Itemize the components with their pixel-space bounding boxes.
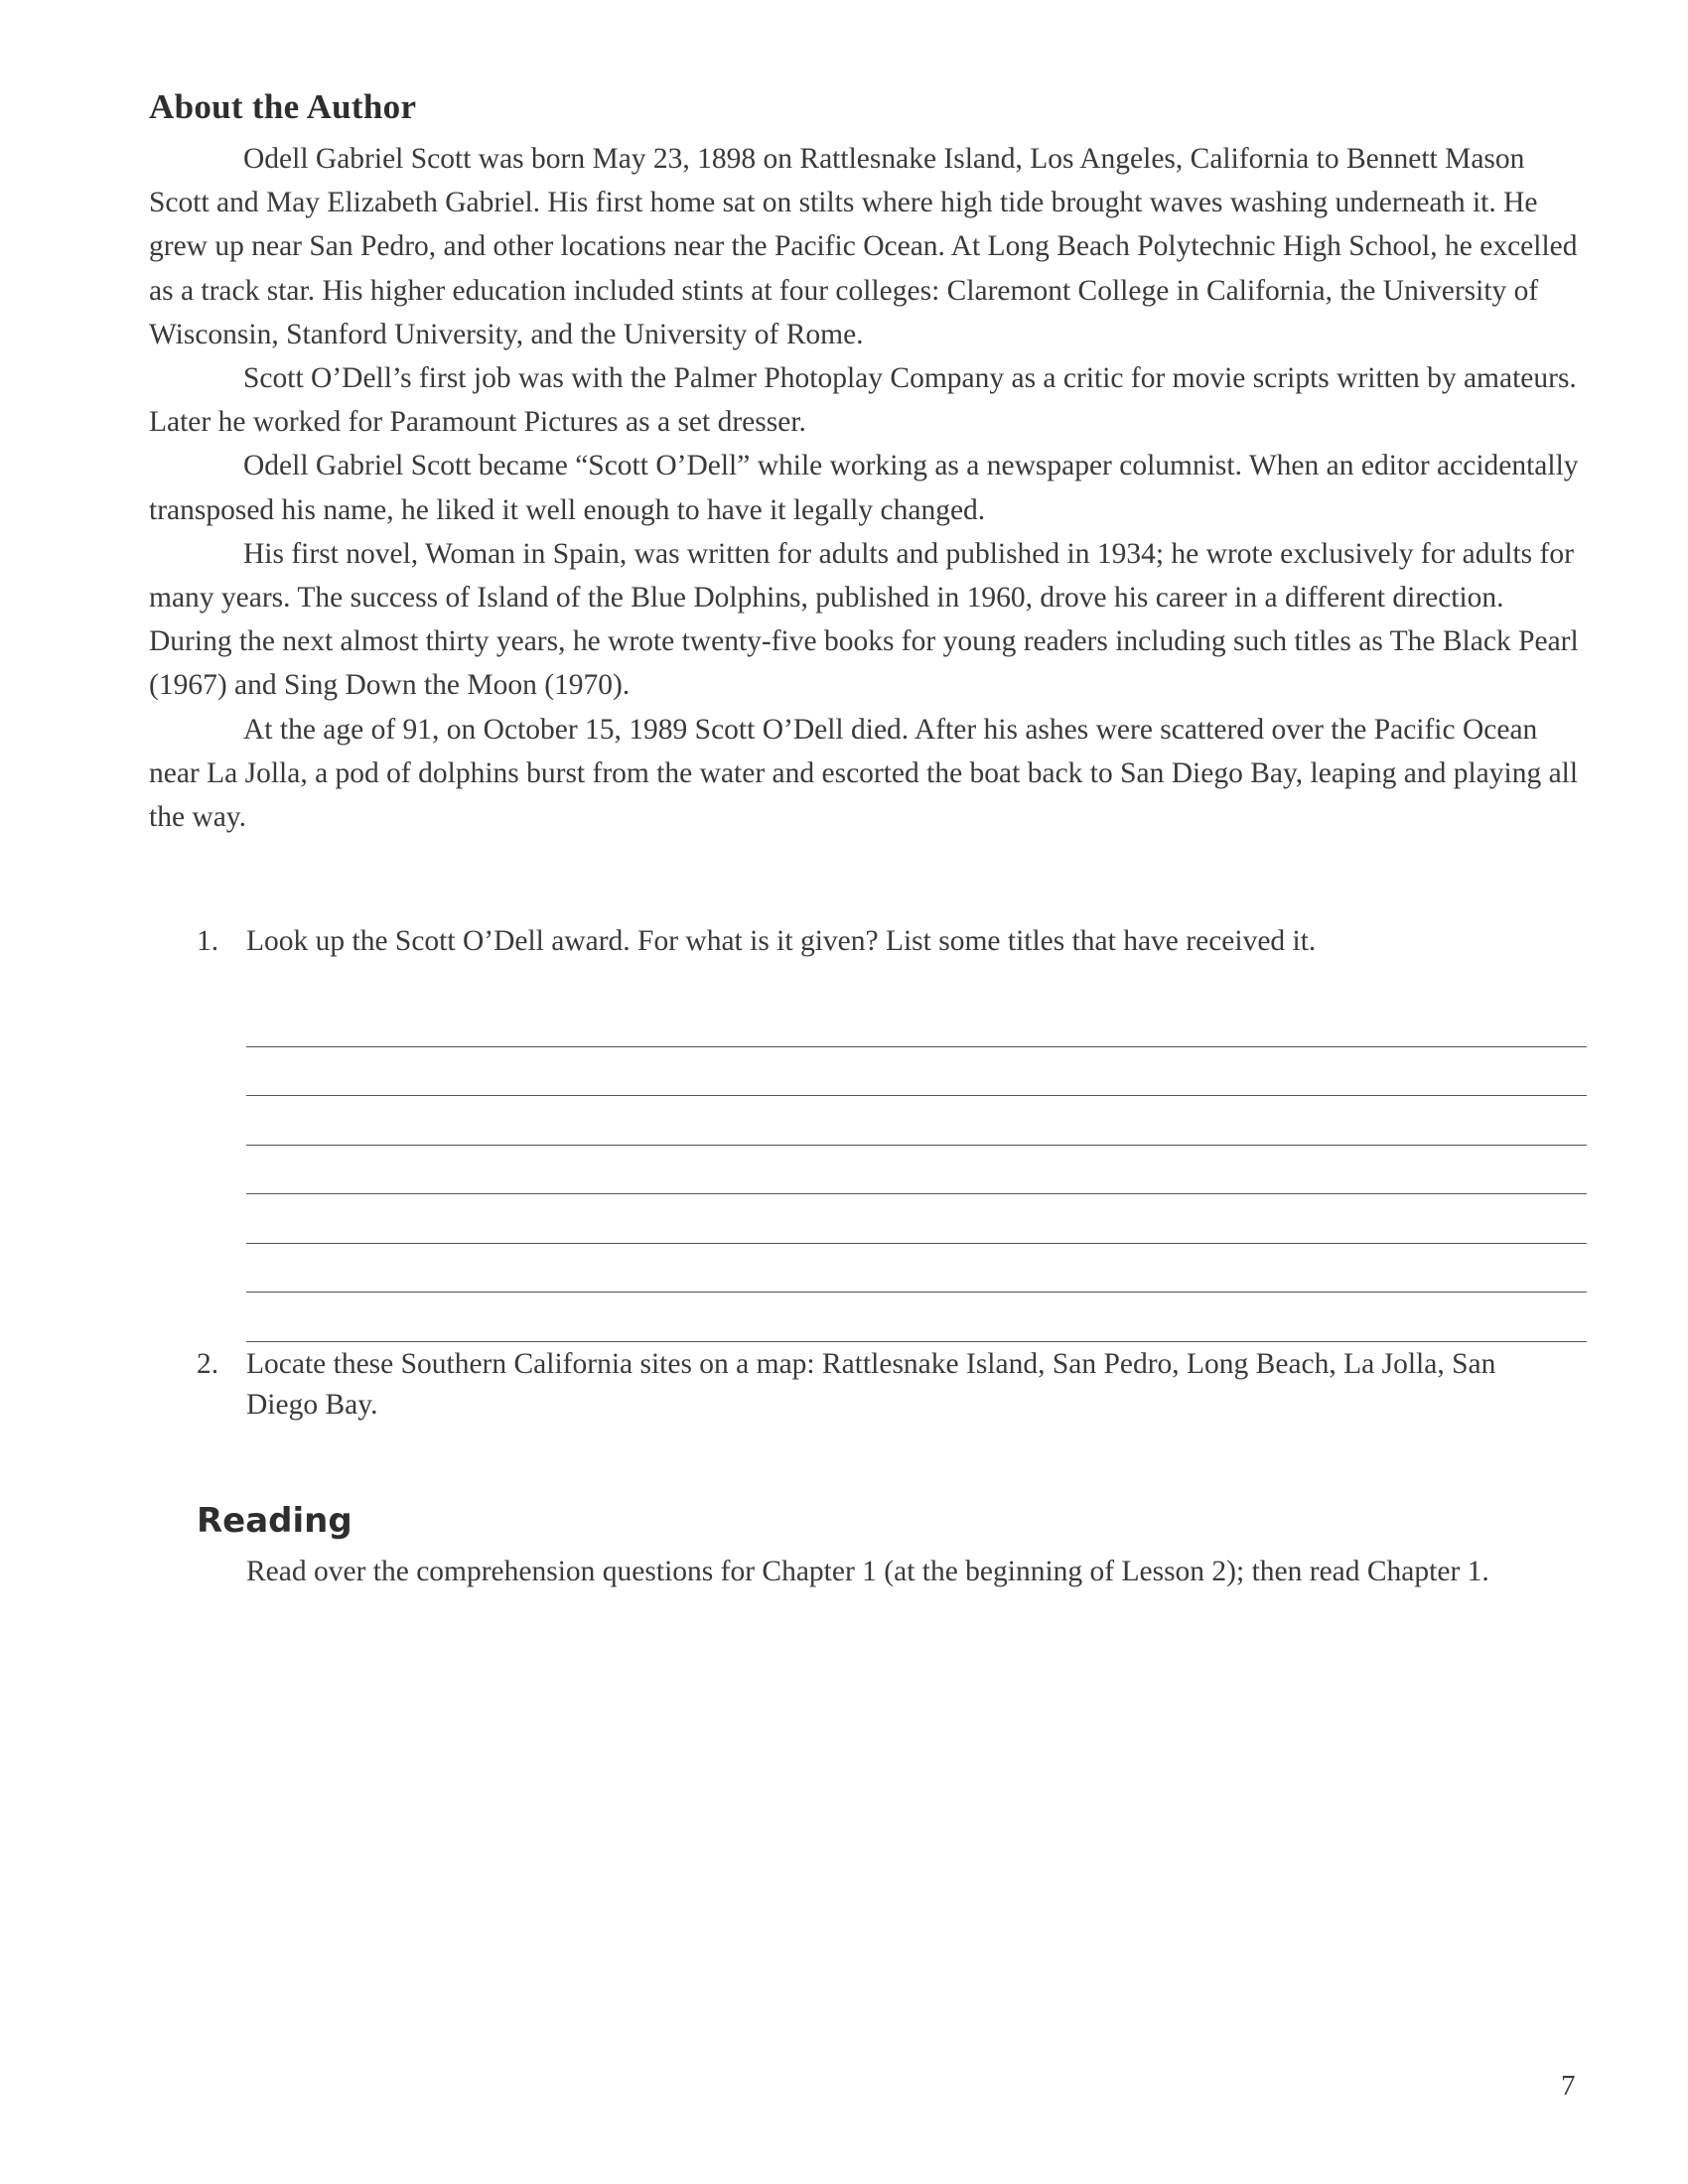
answer-line[interactable]	[246, 1244, 1587, 1294]
question-1	[197, 921, 1587, 962]
question-2	[197, 1344, 1547, 1426]
answer-line[interactable]	[246, 1047, 1587, 1097]
question-2-number: 2.	[197, 1348, 219, 1380]
page-number: 7	[1561, 2070, 1576, 2102]
answer-line[interactable]	[246, 1194, 1587, 1244]
answer-lines-question-1	[246, 998, 1587, 1342]
about-author-heading: About the Author	[149, 87, 417, 126]
question-1-number: 1.	[197, 925, 219, 957]
paragraph-first-job: Scott O’Dell’s first job was with the Palmer Photoplay Company as a critic for movie scripts written by amateurs. Later he worked for Paramount Pictures as a set dresser.	[149, 362, 1577, 439]
paragraph-name-change: Odell Gabriel Scott became “Scott O’Dell” while working as a newspaper columnist. When an editor accidentally transposed his name, he liked it well enough to have it legally changed.	[149, 450, 1579, 526]
about-author-body	[149, 137, 1589, 839]
answer-line[interactable]	[246, 1293, 1587, 1342]
question-1-text: Look up the Scott O’Dell award. For what is it given? List some titles that have received it.	[246, 925, 1317, 957]
paragraph-birth-education: Odell Gabriel Scott was born May 23, 1898 on Rattlesnake Island, Los Angeles, California to Bennett Mason Scott and May Elizabeth Gabriel. His first home sat on stilts where high tide brought waves washing underneath it. He grew up near San Pedro, and other locations near the Pacific Ocean. At Long Beach Polytechnic High School, he excelled as a track star. His higher education included stints at four colleges: Claremont College in California, the University of Wisconsin, Stanford University, and the University of Rome.	[149, 143, 1578, 350]
reading-heading: Reading	[197, 1501, 352, 1541]
answer-line[interactable]	[246, 1096, 1587, 1146]
question-2-text: Locate these Southern California sites on a map: Rattlesnake Island, San Pedro, Long Beach, La Jolla, San Diego Bay.	[246, 1348, 1496, 1421]
answer-line[interactable]	[246, 1146, 1587, 1195]
paragraph-death: At the age of 91, on October 15, 1989 Scott O’Dell died. After his ashes were scattered over the Pacific Ocean near La Jolla, a pod of dolphins burst from the water and escorted the boat back to San Diego Bay, leaping and playing all the way.	[149, 713, 1579, 834]
paragraph-novels: His first novel, Woman in Spain, was written for adults and published in 1934; he wrote exclusively for adults for many years. The success of Island of the Blue Dolphins, published in 1960, drove his career in a different direction. During the next almost thirty years, he wrote twenty-five books for young readers including such titles as The Black Pearl (1967) and Sing Down the Moon (1970).	[149, 537, 1579, 702]
answer-line[interactable]	[246, 998, 1587, 1047]
reading-instructions: Read over the comprehension questions for Chapter 1 (at the beginning of Lesson 2); then read Chapter 1.	[246, 1556, 1489, 1587]
